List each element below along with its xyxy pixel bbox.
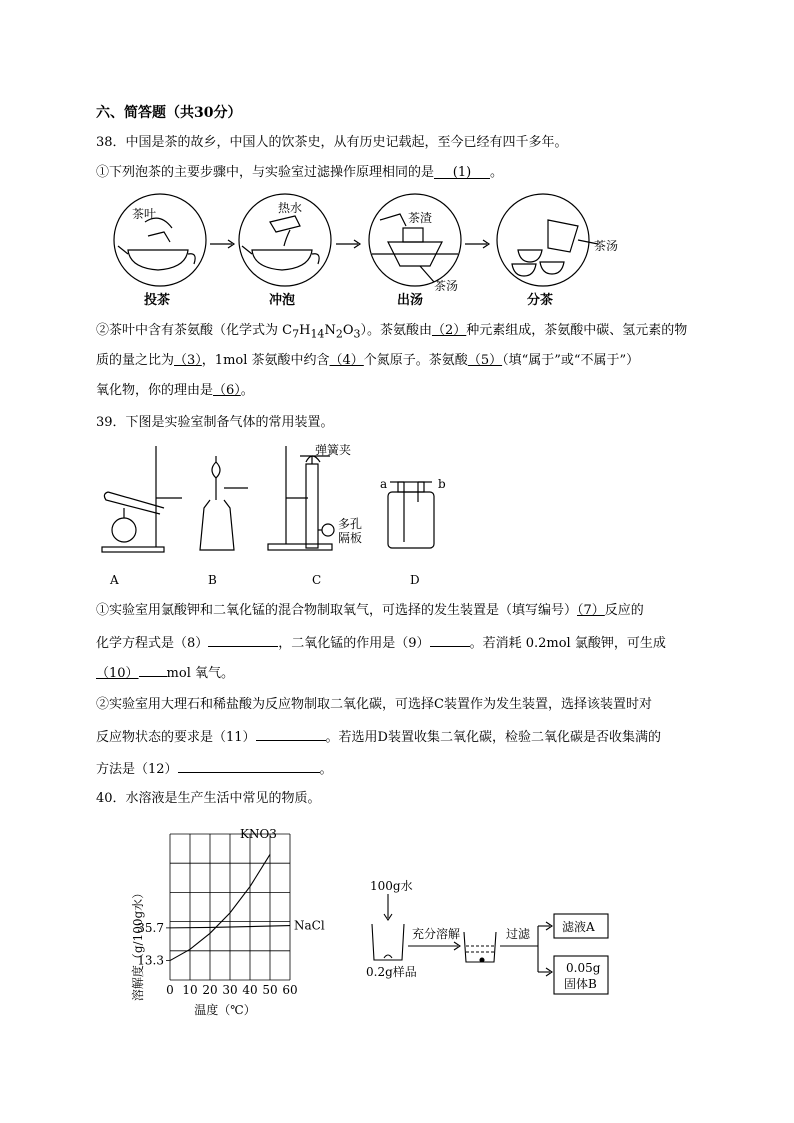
blank-1[interactable]: (1)	[434, 164, 490, 179]
q38-part2-line3: 氧化物，你的理由是（6）。	[96, 383, 254, 398]
q38-part1: ①下列泡茶的主要步骤中，与实验室过滤操作原理相同的是 (1) 。	[96, 165, 504, 180]
blank-2[interactable]: （2）	[432, 323, 467, 338]
tag-port-a: a	[380, 477, 388, 491]
label-b: B	[208, 573, 217, 587]
tag-porous-plate-2: 隔板	[338, 531, 363, 545]
label-c: C	[312, 573, 322, 587]
x-tick-label: 60	[282, 983, 298, 997]
series-line-kno3	[170, 854, 270, 960]
x-tick-label: 30	[222, 983, 238, 997]
caption-step-4: 分茶	[527, 293, 554, 308]
flow-water: 100g水	[370, 879, 413, 893]
x-tick-label: 40	[242, 983, 258, 997]
filtration-flow	[360, 880, 620, 1000]
caption-step-3: 出汤	[397, 293, 424, 308]
blank-4[interactable]: （4）	[329, 353, 364, 368]
blank-9[interactable]	[430, 632, 470, 647]
tag-tea-leaves: 茶叶	[132, 207, 157, 221]
label-d: D	[410, 573, 420, 587]
q39-p1-line2: 化学方程式是（8） ，二氧化锰的作用是（9） 。若消耗 0.2mol 氯酸钾，可生成	[96, 632, 666, 653]
x-tick-label: 20	[202, 983, 218, 997]
q38-part2-line1: ②茶叶中含有茶氨酸（化学式为 $C_7H_{14}N_2O_3$）。茶氨酸由（2）种元素组成，茶氨酸中碳、氢元素的物	[96, 323, 688, 341]
flow-solid: 固体B	[564, 977, 597, 991]
blank-5[interactable]: （5）	[467, 353, 503, 368]
blank-11[interactable]	[256, 726, 326, 741]
q38-stem: 38．中国是茶的故乡，中国人的饮茶史，从有历史记载起，至今已经有四千多年。	[96, 135, 568, 150]
blank-8[interactable]	[208, 632, 278, 647]
tag-hot-water: 热水	[278, 201, 303, 215]
label-a: A	[110, 573, 119, 587]
q40-stem: 40．水溶液是生产生活中常见的物质。	[96, 791, 321, 806]
solubility-chart	[130, 826, 330, 1022]
x-tick-label: 10	[182, 983, 198, 997]
flow-filtrate: 滤液A	[562, 920, 595, 934]
x-axis-title: 温度（℃）	[194, 1003, 256, 1017]
q39-p2-line2: 反应物状态的要求是（11） 。若选用D装置收集二氧化碳，检验二氧化碳是否收集满的	[96, 726, 661, 747]
tag-porous-plate-1: 多孔	[338, 517, 363, 531]
q39-stem: 39．下图是实验室制备气体的常用装置。	[96, 415, 334, 430]
tea-steps-figure	[100, 192, 630, 310]
q39-p2-line3: 方法是（12） 。	[96, 758, 333, 779]
blank-12[interactable]	[178, 758, 320, 773]
blank-6[interactable]: （6）	[213, 383, 241, 398]
apparatus-figure	[100, 442, 480, 590]
blank-7[interactable]: （7）	[577, 603, 605, 618]
q39-p2-line1: ②实验室用大理石和稀盐酸为反应物制取二氧化碳，可选择C装置作为发生装置，选择该装置时对	[96, 697, 652, 712]
tag-tea-soup-3: 茶汤	[434, 279, 459, 293]
section-title: 六、简答题（共30分）	[96, 105, 242, 121]
series-label-nacl: NaCl	[294, 918, 325, 933]
y-tick-label: 35.7	[137, 920, 164, 935]
q38-part2-line2: 质的量之比为（3），1mol 茶氨酸中约含（4）个氮原子。茶氨酸（5）（填“属于”或“不属于”）	[96, 353, 640, 368]
tag-tea-soup-4: 茶汤	[594, 239, 619, 253]
tag-spring-clip: 弹簧夹	[315, 443, 352, 457]
caption-step-1: 投茶	[144, 293, 171, 308]
tag-port-b: b	[438, 477, 446, 491]
blank-10[interactable]: （10）	[96, 666, 139, 681]
flow-dissolve: 充分溶解	[412, 927, 461, 941]
blank-3[interactable]: （3）	[174, 353, 202, 368]
q39-p1-line1: ①实验室用氯酸钾和二氧化锰的混合物制取氧气，可选择的发生装置是（填写编号）（7）反应的	[96, 603, 644, 618]
y-axis-title: 溶解度（g/100g水）	[131, 886, 145, 1002]
x-tick-label: 50	[262, 983, 278, 997]
flow-sample: 0.2g样品	[366, 965, 417, 979]
caption-step-2: 冲泡	[269, 293, 296, 308]
tag-tea-dregs: 茶渣	[408, 211, 433, 225]
y-tick-label: 13.3	[137, 953, 164, 968]
flow-solid-mass: 0.05g	[566, 961, 601, 975]
series-label-kno3: KNO3	[240, 827, 277, 841]
x-tick-label: 0	[166, 983, 174, 997]
q39-p1-line3: （10） mol 氧气。	[96, 662, 234, 683]
flow-filter: 过滤	[506, 927, 531, 941]
